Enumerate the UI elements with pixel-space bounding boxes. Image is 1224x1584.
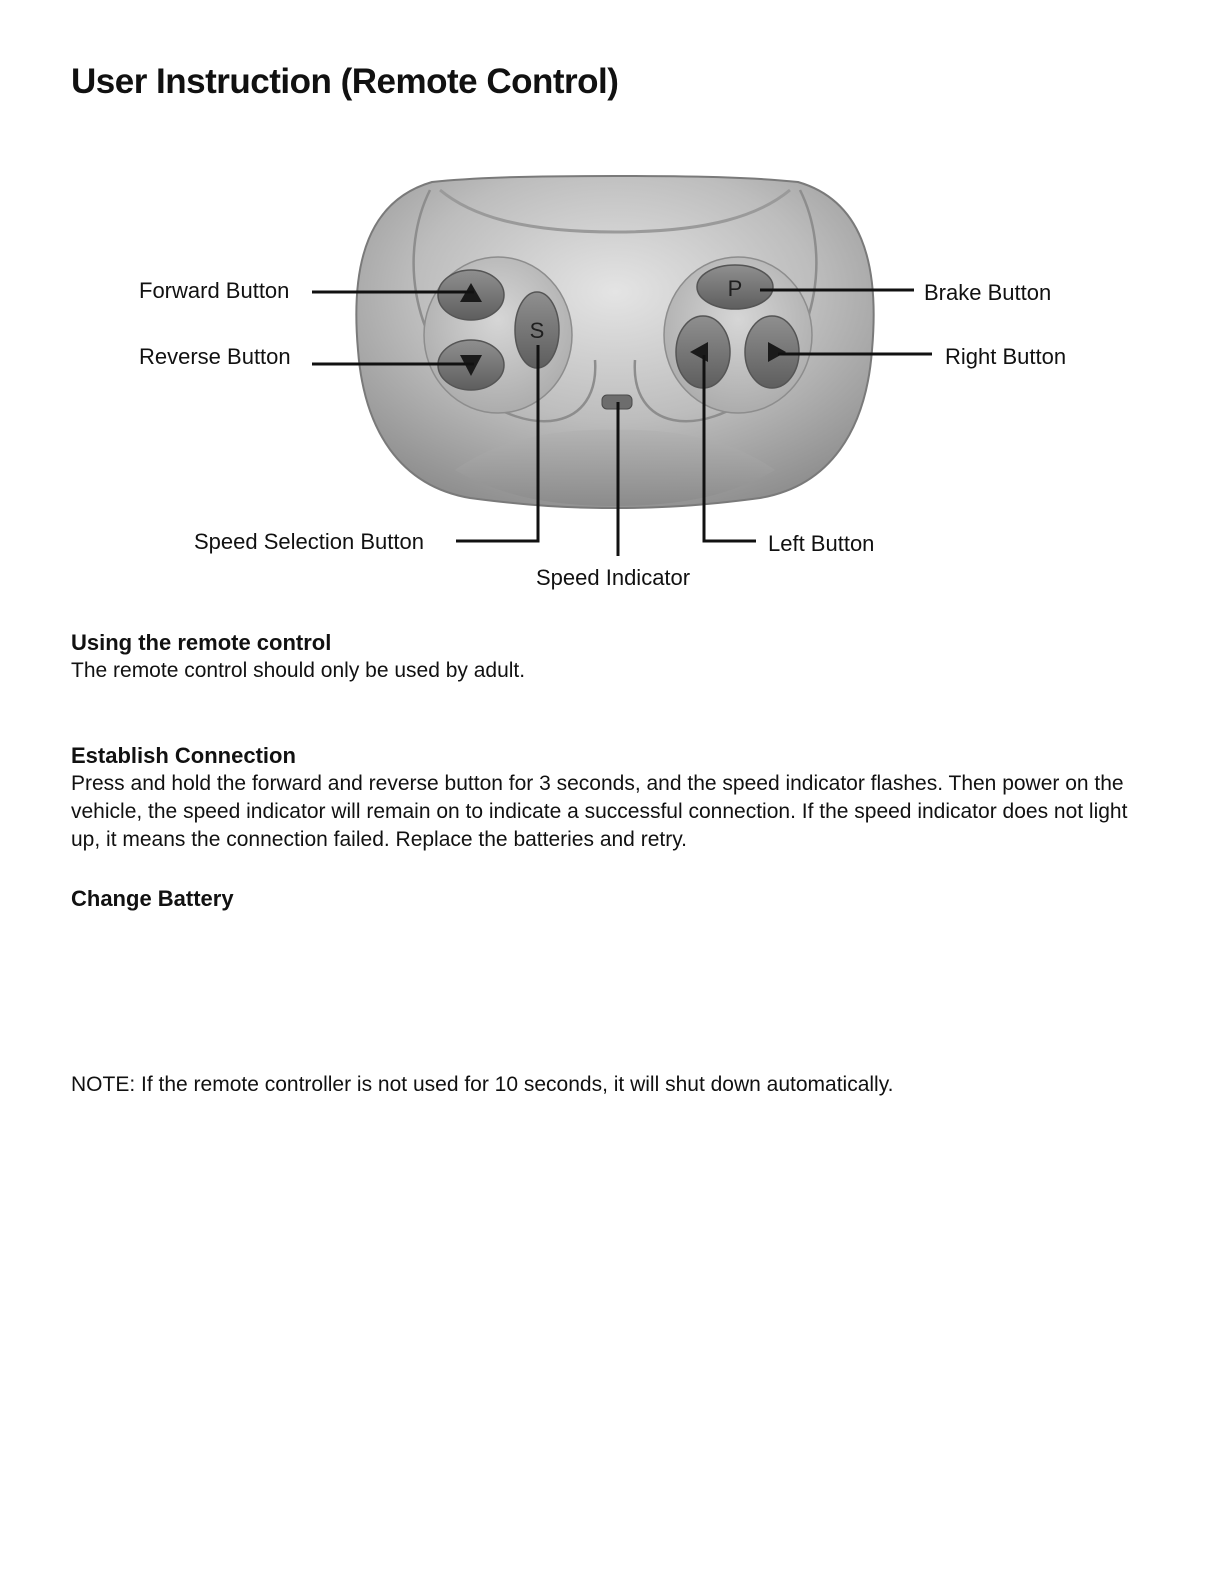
establish-connection-heading: Establish Connection (71, 743, 296, 768)
brake-button-glyph: P (727, 276, 743, 301)
establish-connection-section (71, 742, 1161, 854)
forward-button-label: Forward Button (139, 278, 290, 303)
remote-control-diagram (0, 0, 1224, 620)
reverse-button-label: Reverse Button (139, 344, 291, 369)
change-battery-heading: Change Battery (71, 886, 234, 911)
right-button-label: Right Button (945, 344, 1067, 369)
using-remote-body: The remote control should only be used by adult. (71, 659, 526, 682)
establish-connection-body: Press and hold the forward and reverse button for 3 seconds, and the speed indicator flashes. Then power on the vehicle, the speed indicator will remain on to indicate a successful connection. If the speed indicator does not light up, it means the connection failed. Replace the batteries and retry. (71, 772, 1128, 851)
right-button[interactable] (745, 316, 799, 388)
brake-button[interactable] (697, 265, 773, 309)
forward-button[interactable] (438, 270, 504, 320)
change-battery-section (71, 885, 1161, 913)
auto-shutdown-note: NOTE: If the remote controller is not used for 10 seconds, it will shut down automatically. (71, 1073, 894, 1096)
left-button-label: Left Button (768, 531, 875, 556)
brake-button-label: Brake Button (924, 280, 1052, 305)
speed-indicator-label: Speed Indicator (536, 565, 691, 590)
using-remote-heading: Using the remote control (71, 630, 332, 655)
using-remote-section (71, 629, 1161, 685)
page-title: User Instruction (Remote Control) (71, 62, 619, 101)
speed-button-glyph: S (529, 318, 545, 343)
speed-selection-label: Speed Selection Button (194, 529, 424, 554)
